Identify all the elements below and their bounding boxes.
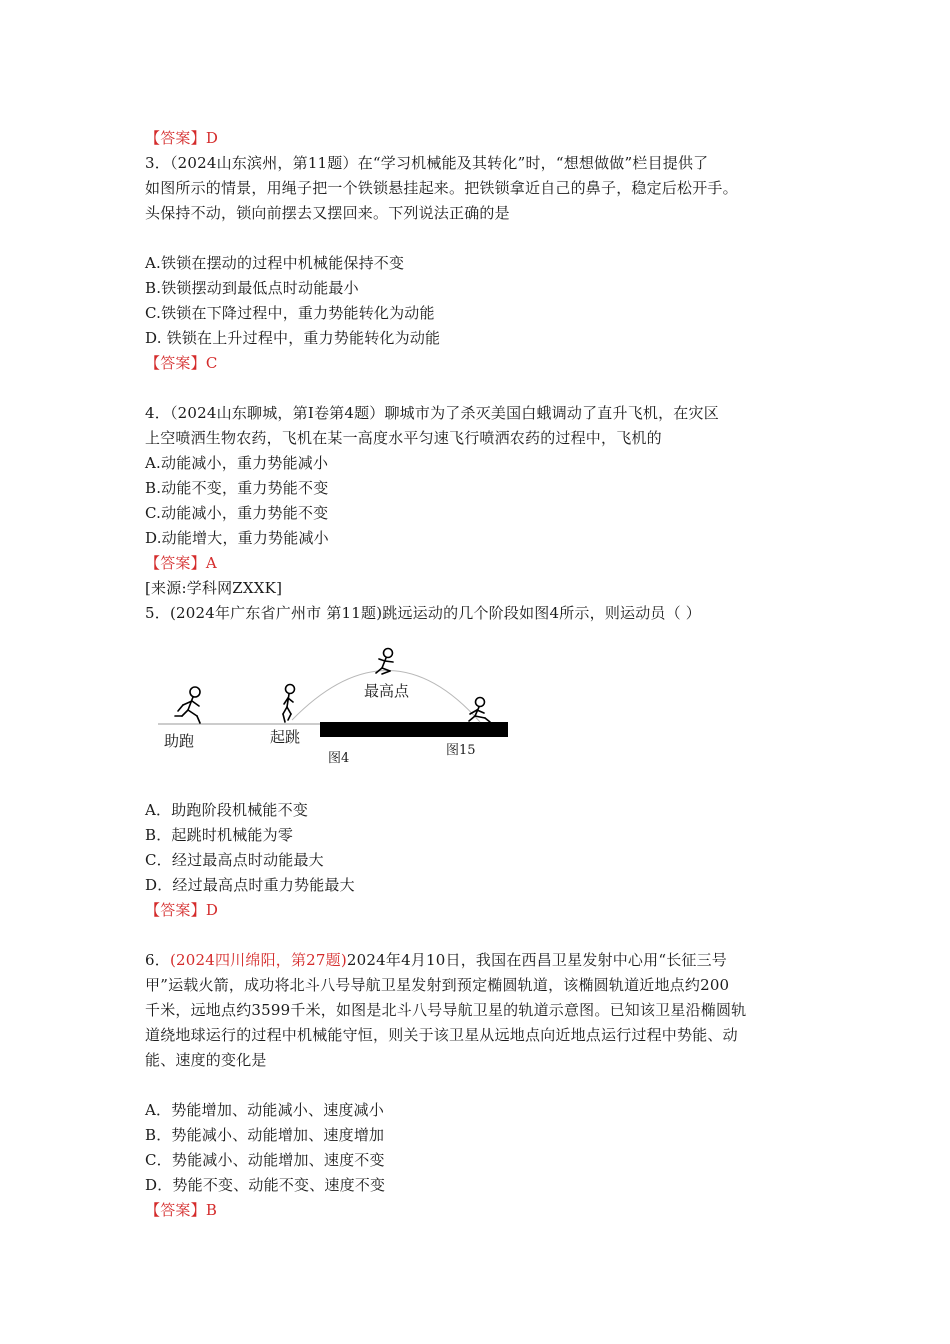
option: D．势能不变、动能不变、速度不变 xyxy=(145,1176,386,1194)
figure-label-jump: 起跳 xyxy=(270,728,301,746)
answer-line xyxy=(145,900,218,920)
option: C.铁锁在下降过程中，重力势能转化为动能 xyxy=(145,304,435,322)
question-6-text: 千米，远地点约3599千米，如图是北斗八号导航卫星的轨道示意图。已知该卫星沿椭圆轨 xyxy=(145,1001,747,1019)
option: C．经过最高点时动能最大 xyxy=(145,851,324,869)
question-6-text: 能、速度的变化是 xyxy=(145,1051,267,1069)
answer-value: D xyxy=(205,129,219,147)
question-3-text: 如图所示的情景，用绳子把一个铁锁悬挂起来。把铁锁拿近自己的鼻子，稳定后松开手。 xyxy=(145,179,738,197)
option: D. 铁锁在上升过程中，重力势能转化为动能 xyxy=(145,329,441,347)
option: D．经过最高点时重力势能最大 xyxy=(145,876,355,894)
option: C．势能减小、动能增加、速度不变 xyxy=(145,1151,385,1169)
option: B．起跳时机械能为零 xyxy=(145,826,294,844)
question-source: (2024四川绵阳，第27题) xyxy=(169,951,347,969)
question-text: 2024年4月10日，我国在西昌卫星发射中心用“长征三号 xyxy=(346,951,727,969)
option: C.动能减小，重力势能不变 xyxy=(145,504,329,522)
answer-line xyxy=(145,353,218,373)
figure-caption-left: 图4 xyxy=(328,751,350,766)
takeoff-figure xyxy=(283,685,295,723)
long-jump-figure xyxy=(150,640,520,770)
question-6-text: 甲”运载火箭，成功将北斗八号导航卫星发射到预定椭圆轨道，该椭圆轨道近地点约200 xyxy=(145,976,730,994)
answer-value: B xyxy=(205,1201,218,1219)
question-number: 6． xyxy=(145,951,170,969)
answer-value: A xyxy=(205,554,217,572)
question-4-text: 上空喷洒生物农药，飞机在某一高度水平匀速飞行喷洒农药的过程中，飞机的 xyxy=(145,429,662,447)
source-note: [来源:学科网ZXXK] xyxy=(145,579,283,597)
landing-figure xyxy=(469,698,490,723)
option: D.动能增大，重力势能减小 xyxy=(145,529,329,547)
runner-figure xyxy=(175,687,200,723)
answer-line xyxy=(145,1200,217,1220)
question-3-text: 头保持不动，锁向前摆去又摆回来。下列说法正确的是 xyxy=(145,204,510,222)
answer-tag: 【答案】 xyxy=(145,901,206,919)
option: B.铁锁摆动到最低点时动能最小 xyxy=(145,279,359,297)
option: A．势能增加、动能减小、速度减小 xyxy=(145,1101,385,1119)
answer-line xyxy=(145,553,217,573)
answer-tag: 【答案】 xyxy=(145,1201,206,1219)
question-6-text xyxy=(145,950,727,970)
question-6-text: 道绕地球运行的过程中机械能守恒，则关于该卫星从远地点向近地点运行过程中势能、动 xyxy=(145,1026,738,1044)
question-4-text: 4．（2024山东聊城，第Ⅰ卷第4题）聊城市为了杀灭美国白蛾调动了直升飞机，在灾区 xyxy=(145,404,719,422)
answer-line xyxy=(145,128,218,148)
question-5-text: 5．(2024年广东省广州市 第11题)跳远运动的几个阶段如图4所示，则运动员（ ） xyxy=(145,604,701,622)
answer-tag: 【答案】 xyxy=(145,129,206,147)
answer-value: C xyxy=(205,354,218,372)
option: B.动能不变，重力势能不变 xyxy=(145,479,329,497)
answer-tag: 【答案】 xyxy=(145,354,206,372)
option: A.动能减小，重力势能减小 xyxy=(145,454,329,472)
option: B．势能减小、动能增加、速度增加 xyxy=(145,1126,385,1144)
answer-tag: 【答案】 xyxy=(145,554,206,572)
landing-pit xyxy=(320,722,508,737)
figure-label-run: 助跑 xyxy=(164,732,195,750)
figure-caption-right: 图15 xyxy=(446,743,476,758)
option: A．助跑阶段机械能不变 xyxy=(145,801,309,819)
option: A.铁锁在摆动的过程中机械能保持不变 xyxy=(145,254,405,272)
question-3-text: 3．（2024山东滨州，第11题）在“学习机械能及其转化”时，“想想做做”栏目提供了 xyxy=(145,154,709,172)
answer-value: D xyxy=(205,901,219,919)
figure-label-peak: 最高点 xyxy=(364,682,410,700)
